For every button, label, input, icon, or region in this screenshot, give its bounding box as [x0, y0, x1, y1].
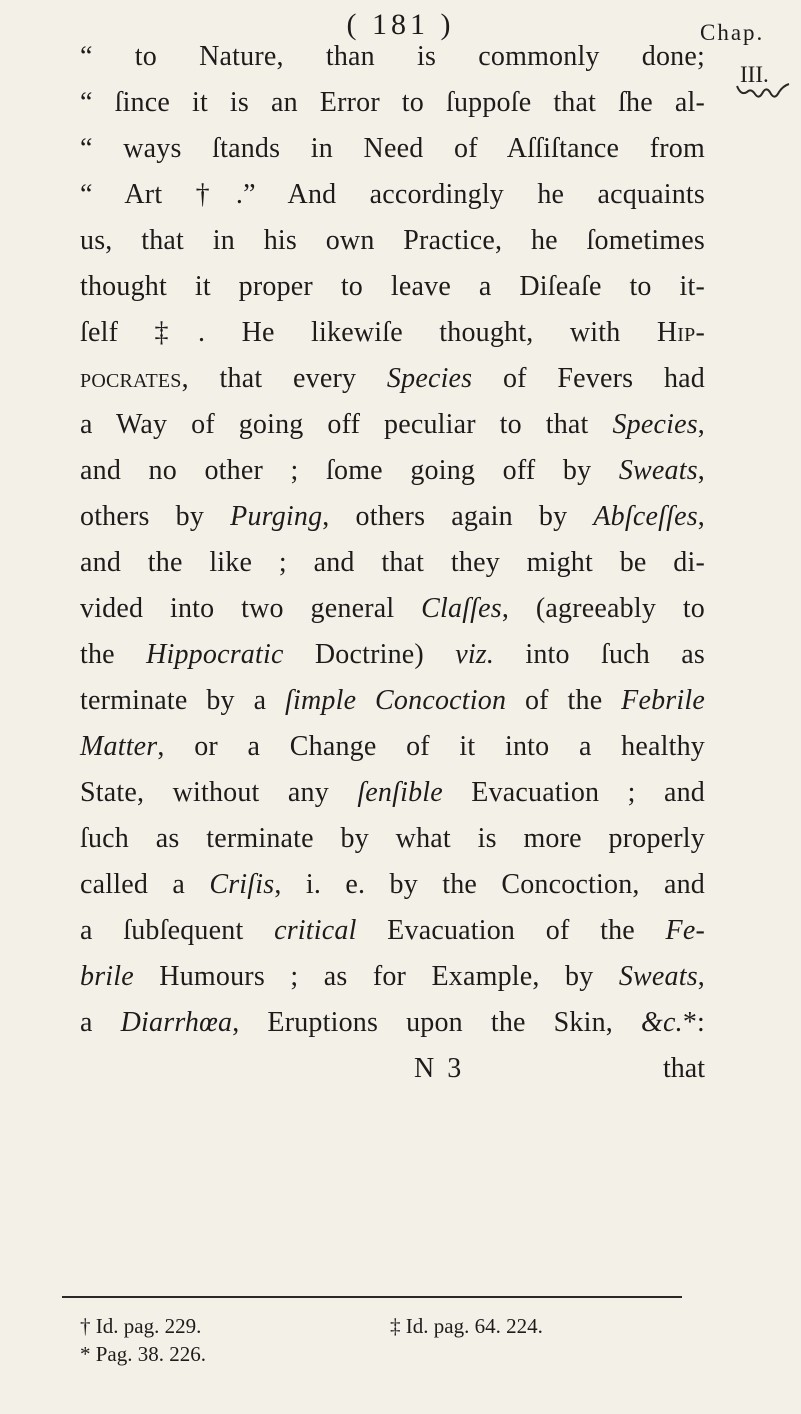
text-line: called a Criſis, i. e. by the Concoction, and	[80, 869, 705, 900]
text-line: brile Humours ; as for Example, by Sweats,	[80, 961, 705, 992]
text-line: terminate by a ſimple Concoction of the Febrile	[80, 685, 705, 716]
text-line: a Way of going off peculiar to that Species,	[80, 409, 705, 440]
footnote-row	[80, 1340, 680, 1368]
catchword: that	[663, 1053, 705, 1084]
text-line: Matter, or a Change of it into a healthy	[80, 731, 705, 762]
footnote-dagger: † Id. pag. 229.	[80, 1314, 202, 1338]
footnote-divider	[62, 1296, 682, 1298]
text-line: a ſubſequent critical Evacuation of the Fe-	[80, 915, 705, 946]
text-line: “ ways ſtands in Need of Aſſiſtance from	[80, 133, 705, 164]
text-line: and the like ; and that they might be di-	[80, 547, 705, 578]
text-line: others by Purging, others again by Abſceſſes,	[80, 501, 705, 532]
text-line: ſuch as terminate by what is more properly	[80, 823, 705, 854]
signature-line	[80, 1046, 705, 1092]
text-line: us, that in his own Practice, he ſometimes	[80, 225, 705, 256]
signature-mark: N 3	[414, 1053, 465, 1084]
text-line: and no other ; ſome going off by Sweats,	[80, 455, 705, 486]
body-text	[80, 34, 705, 1092]
text-line: ſelf ‡. He likewiſe thought, with Hip-	[80, 317, 705, 348]
chapter-label: Chap.	[700, 20, 765, 45]
ornament-flourish-icon	[735, 82, 791, 104]
footnote-double-dagger: ‡ Id. pag. 64. 224.	[390, 1314, 543, 1338]
text-line: pocrates, that every Species of Fevers had	[80, 363, 705, 394]
chapter-number: III.	[740, 62, 769, 87]
page-number: ( 181 )	[346, 8, 455, 41]
text-line: thought it proper to leave a Diſeaſe to it-	[80, 271, 705, 302]
text-line: “ Art †.” And accordingly he acquaints	[80, 179, 705, 210]
text-line: a Diarrhœa, Eruptions upon the Skin, &c.*:	[80, 1007, 706, 1038]
text-line: vided into two general Claſſes, (agreeably to	[80, 593, 705, 624]
text-line: the Hippocratic Doctrine) viz. into ſuch as	[80, 639, 705, 670]
footnotes	[80, 1312, 680, 1368]
footnote-row	[80, 1312, 680, 1340]
text-line: “ ſince it is an Error to ſuppoſe that ſhe al-	[80, 87, 705, 118]
footnote-asterisk: * Pag. 38. 226.	[80, 1342, 206, 1366]
text-line: State, without any ſenſible Evacuation ; and	[80, 777, 705, 808]
text-line: “ to Nature, than is commonly done;	[80, 41, 705, 72]
